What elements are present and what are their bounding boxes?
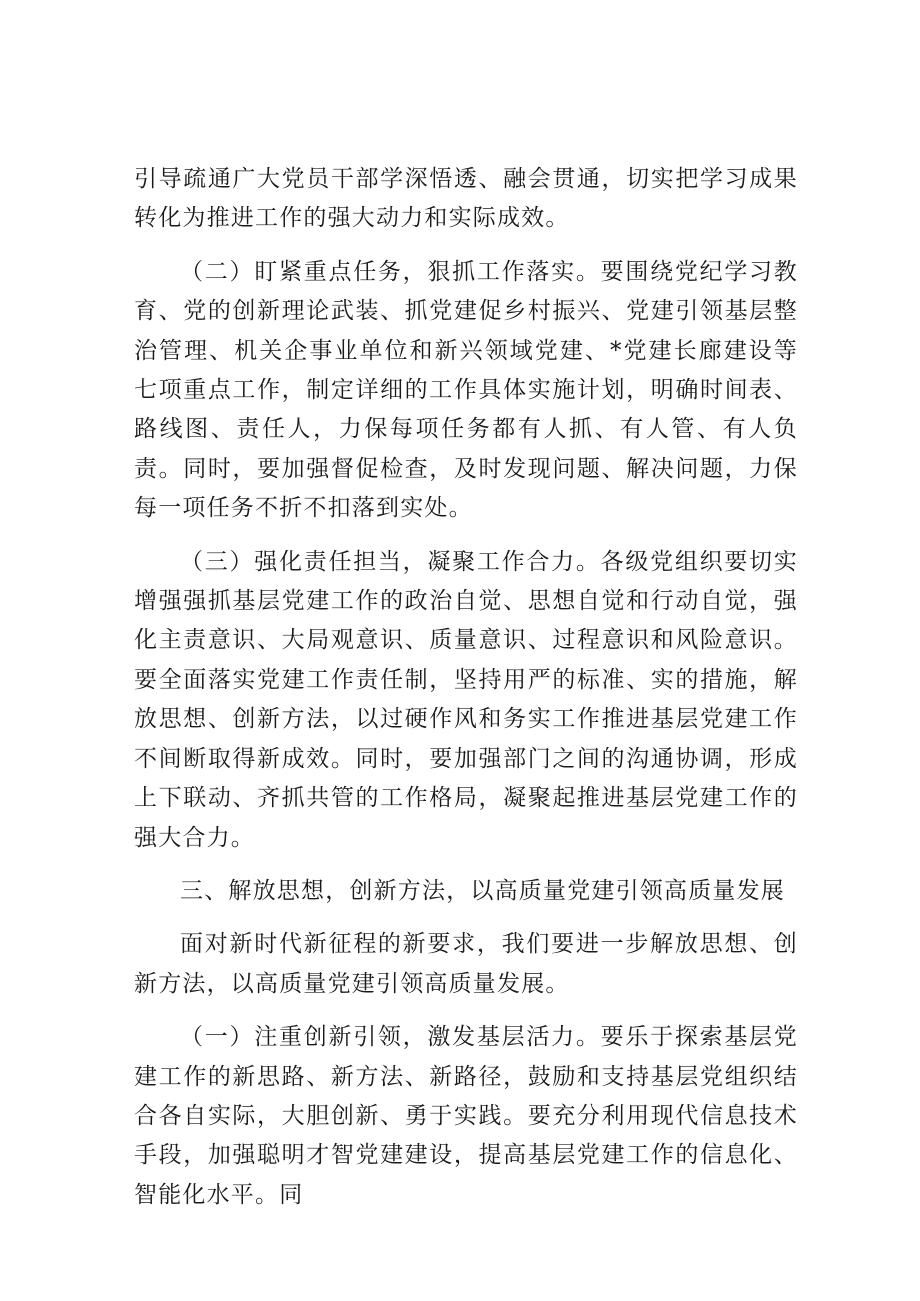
paragraph-key-tasks: （二）盯紧重点任务，狠抓工作落实。要围绕党纪学习教育、党的创新理论武装、抓党建促乡村振兴、党建引领基层整治管理、机关企事业单位和新兴领域党建、*党建长廊建设等七项重点工作，制定详细的工作具体实施计划，明确时间表、路线图、责任人，力保每项任务都有人抓、有人管、有人负责。同时，要加强督促检查，及时发现问题、解决问题，力保每一项任务不折不扣落到实处。 <box>134 258 798 522</box>
paragraph-continuation: 引导疏通广大党员干部学深悟透、融会贯通，切实把学习成果转化为推进工作的强大动力和实际成效。 <box>134 166 798 232</box>
paragraph-innovation: （一）注重创新引领，激发基层活力。要乐于探索基层党建工作的新思路、新方法、新路径，鼓励和支持基层党组织结合各自实际，大胆创新、勇于实践。要充分利用现代信息技术手段，加强聪明才智党建建设，提高基层党建工作的信息化、智能化水平。同 <box>134 1024 798 1208</box>
paragraph-new-requirements: 面对新时代新征程的新要求，我们要进一步解放思想、创新方法，以高质量党建引领高质量发展。 <box>134 931 798 997</box>
section-heading-three: 三、解放思想，创新方法，以高质量党建引领高质量发展 <box>180 877 785 904</box>
document-body <box>134 160 798 1229</box>
paragraph-responsibility: （三）强化责任担当，凝聚工作合力。各级党组织要切实增强强抓基层党建工作的政治自觉、思想自觉和行动自觉，强化主责意识、大局观意识、质量意识、过程意识和风险意识。要全面落实党建工作责任制，坚持用严的标准、实的措施，解放思想、创新方法，以过硬作风和务实工作推进基层党建工作不间断取得新成效。同时，要加强部门之间的沟通协调，形成上下联动、齐抓共管的工作格局，凝聚起推进基层党建工作的强大合力。 <box>134 548 798 851</box>
